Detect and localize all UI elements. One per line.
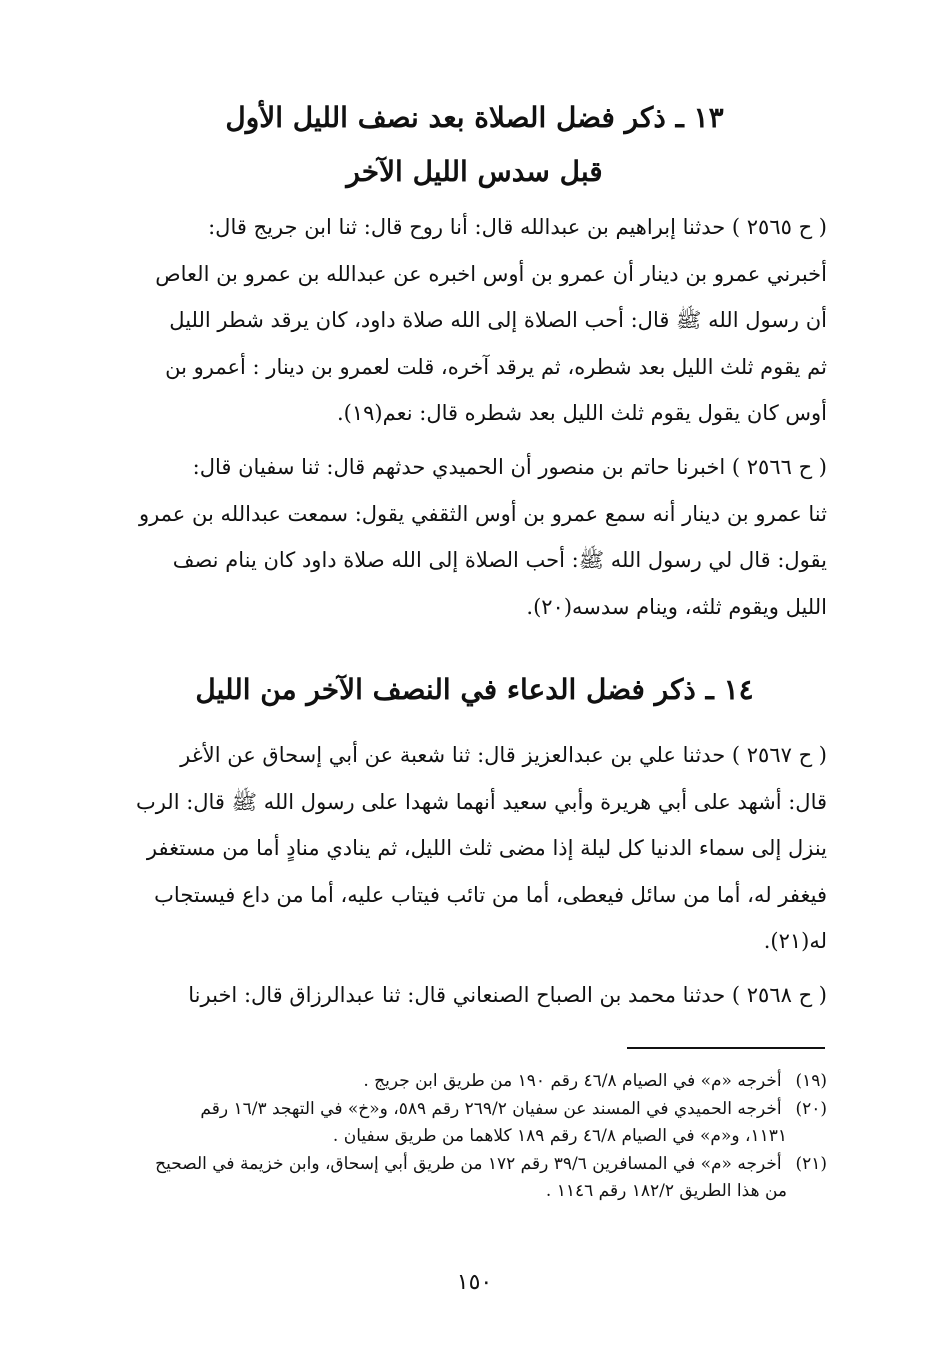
hadith-2566-line: ( ح ٢٥٦٦ ) اخبرنا حاتم بن منصور أن الحميدي حدثهم قال: ثنا سفيان قال: — [192, 455, 827, 479]
hadith-2567 — [125, 732, 827, 965]
hadith-2567-line: فيغفر له، أما من سائل فيعطى، أما من تائب فيتاب عليه، أما من داع فيستجاب — [154, 882, 827, 907]
hadith-2565-line: أخبرني عمرو بن دينار أن عمرو بن أوس اخبره عن عبدالله بن عمرو بن العاص — [155, 261, 827, 286]
hadith-2565-line: أن رسول الله ﷺ قال: أحب الصلاة إلى الله صلاة داود، كان يرقد شطر الليل — [169, 308, 827, 332]
hadith-2565 — [125, 204, 827, 437]
hadith-2567-line: ينزل إلى سماء الدنيا كل ليلة إذا مضى ثلث الليل، ثم ينادي منادٍ أما من مستغفر — [146, 836, 827, 860]
footnote-text: ١١٣١، و«م» في الصيام ٤٦/٨ رقم ١٨٩ كلاهما من طريق سفيان . — [332, 1126, 787, 1146]
section-13-title-line-2: قبل سدس الليل الآخر — [346, 155, 603, 188]
section-13-title-line-1: ١٣ ـ ذكر فضل الصلاة بعد نصف الليل الأول — [225, 101, 724, 134]
hadith-2565-line: ( ح ٢٥٦٥ ) حدثنا إبراهيم بن عبدالله قال: أنا روح قال: ثنا ابن جريج قال: — [208, 215, 827, 239]
footnote-text: أخرجه «م» في المسافرين ٣٩/٦ رقم ١٧٢ من طريق أبي إسحاق، وابن خزيمة في الصحيح — [155, 1153, 782, 1174]
hadith-2568-line: ( ح ٢٥٦٨ ) حدثنا محمد بن الصباح الصنعاني قال: ثنا عبدالرزاق قال: اخبرنا — [188, 983, 827, 1007]
hadith-2567-line: ( ح ٢٥٦٧ ) حدثنا علي بن عبدالعزيز قال: ثنا شعبة عن أبي إسحاق عن الأغر — [180, 743, 827, 767]
footnote-text: من هذا الطريق ١٨٢/٢ رقم ١١٤٦ . — [545, 1181, 787, 1201]
footnote-number: (٢١) — [795, 1153, 827, 1174]
footnote-text: أخرجه «م» في الصيام ٤٦/٨ رقم ١٩٠ من طريق ابن جريج . — [363, 1071, 782, 1091]
footnote-number: (١٩) — [795, 1071, 827, 1091]
footnote-19 — [130, 1068, 827, 1096]
hadith-2568 — [125, 972, 827, 1019]
footnote-separator — [627, 1047, 825, 1049]
hadith-2565-line: أوس كان يقول يقوم ثلث الليل بعد شطره قال: نعم(١٩). — [336, 401, 827, 425]
hadith-2566 — [125, 444, 827, 630]
hadith-2567-line: له(٢١). — [763, 929, 827, 953]
footnote-number: (٢٠) — [795, 1098, 827, 1119]
hadith-2566-line: يقول: قال لي رسول الله ﷺ: أحب الصلاة إلى الله صلاة داود كان ينام نصف — [172, 548, 827, 572]
hadith-2566-line: ثنا عمرو بن دينار أنه سمع عمرو بن أوس الثقفي يقول: سمعت عبدالله بن عمرو — [138, 501, 827, 526]
hadith-2567-line: قال: أشهد على أبي هريرة وأبي سعيد أنهما شهدا على رسول الله ﷺ قال: الرب — [135, 789, 827, 814]
hadith-2565-line: ثم يقوم ثلث الليل بعد شطره، ثم يرقد آخره، قلت لعمرو بن دينار : أعمرو بن — [165, 354, 827, 379]
section-14-title: ١٤ ـ ذكر فضل الدعاء في النصف الآخر من الليل — [195, 673, 754, 706]
footnote-20 — [130, 1096, 827, 1151]
footnote-text: أخرجه الحميدي في المسند عن سفيان ٢٦٩/٢ رقم ٥٨٩، و«خ» في التهجد ١٦/٣ رقم — [200, 1098, 782, 1119]
footnote-21 — [130, 1151, 827, 1206]
page-number: ١٥٠ — [456, 1270, 493, 1295]
footnotes — [130, 1068, 827, 1206]
hadith-2566-line: الليل ويقوم ثلثه، وينام سدسه(٢٠). — [526, 594, 827, 619]
